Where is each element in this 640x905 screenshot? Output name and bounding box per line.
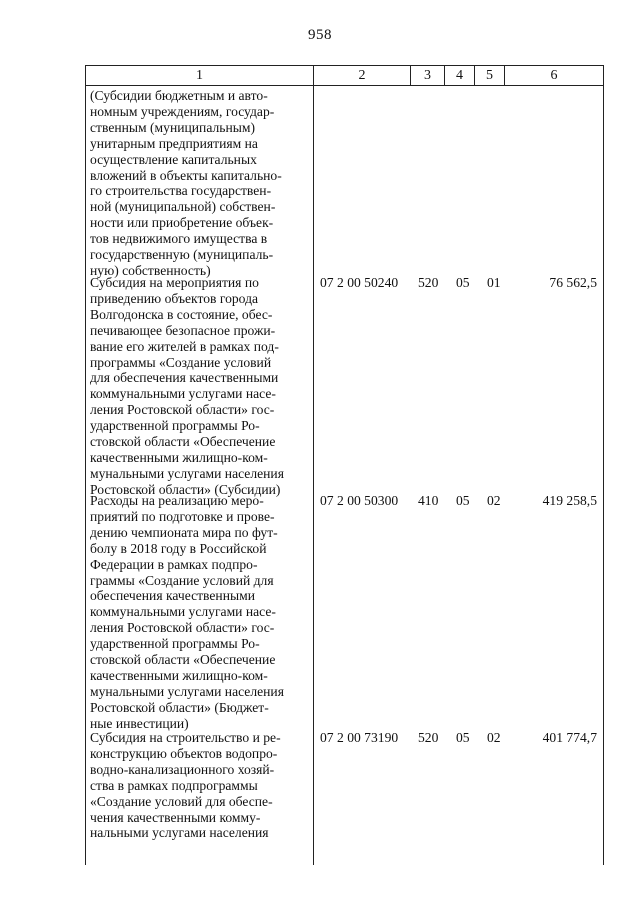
column-divider-1 [313, 85, 314, 865]
row-description: Субсидия на строительство и ре- конструкцию объектов водопро- водно-канализационного хозяй- ства в рамках подпрограммы «Создание условий для обеспе- чения качественными комму- нальными услугами населения [90, 730, 281, 841]
row-section: 05 [456, 730, 470, 745]
row-description: Расходы на реализацию меро- приятий по подготовке и прове- дению чемпионата мира по фут- болу в 2018 году в Российской Федерации в рамках подпро- граммы «Создание условий для обеспечения качественными коммунальными услугами насе- ления Ростовской области» гос- ударственной программы Ро- стовской области «Обеспечение качественными жилищно-ком- мунальными услугами населения Ростовской области» (Бюджет- ные инвестиции) [90, 493, 284, 731]
row-expense-type: 410 [418, 493, 439, 508]
header-col-5: 5 [475, 66, 505, 85]
row-subsection: 02 [487, 493, 501, 508]
row-subsection: 02 [487, 730, 501, 745]
header-col-4: 4 [445, 66, 475, 85]
header-col-2: 2 [314, 66, 411, 85]
row-expense-type: 520 [418, 275, 439, 290]
page-number: 958 [308, 27, 332, 43]
row-target-code: 07 2 00 50240 [320, 275, 399, 290]
row-description: (Субсидии бюджетным и авто- номным учреждениям, государ- ственным (муниципальным) унитарным предприятиям на осуществление капитальных вложений в объекты капитально- го строительства государствен- ной (муниципальной) собствен- ности или приобретение объек- тов недвижимого имущества в государственную (муниципаль- ную) собственность) [90, 88, 282, 278]
table-header [85, 65, 604, 86]
row-amount: 76 562,5 [549, 275, 597, 290]
table-border-left [85, 85, 86, 865]
row-expense-type: 520 [418, 730, 439, 745]
row-target-code: 07 2 00 73190 [320, 730, 399, 745]
row-description: Субсидия на мероприятия по приведению объектов города Волгодонска в состояние, обес- печивающее безопасное прожи- вание его жителей в рамках под- программы «Создание условий для обеспечения качественными коммунальными услугами насе- ления Ростовской области» гос- ударственной программы Ро- стовской области «Обеспечение качественными жилищно-ком- мунальными услугами населения Ростовской области» (Субсидии) [90, 275, 284, 497]
row-section: 05 [456, 275, 470, 290]
row-amount: 401 774,7 [542, 730, 597, 745]
row-amount: 419 258,5 [542, 493, 597, 508]
row-subsection: 01 [487, 275, 501, 290]
header-col-6: 6 [550, 68, 558, 83]
table-border-right [603, 85, 604, 865]
header-col-1: 1 [86, 66, 314, 85]
row-section: 05 [456, 493, 470, 508]
header-col-3: 3 [411, 66, 445, 85]
row-target-code: 07 2 00 50300 [320, 493, 399, 508]
